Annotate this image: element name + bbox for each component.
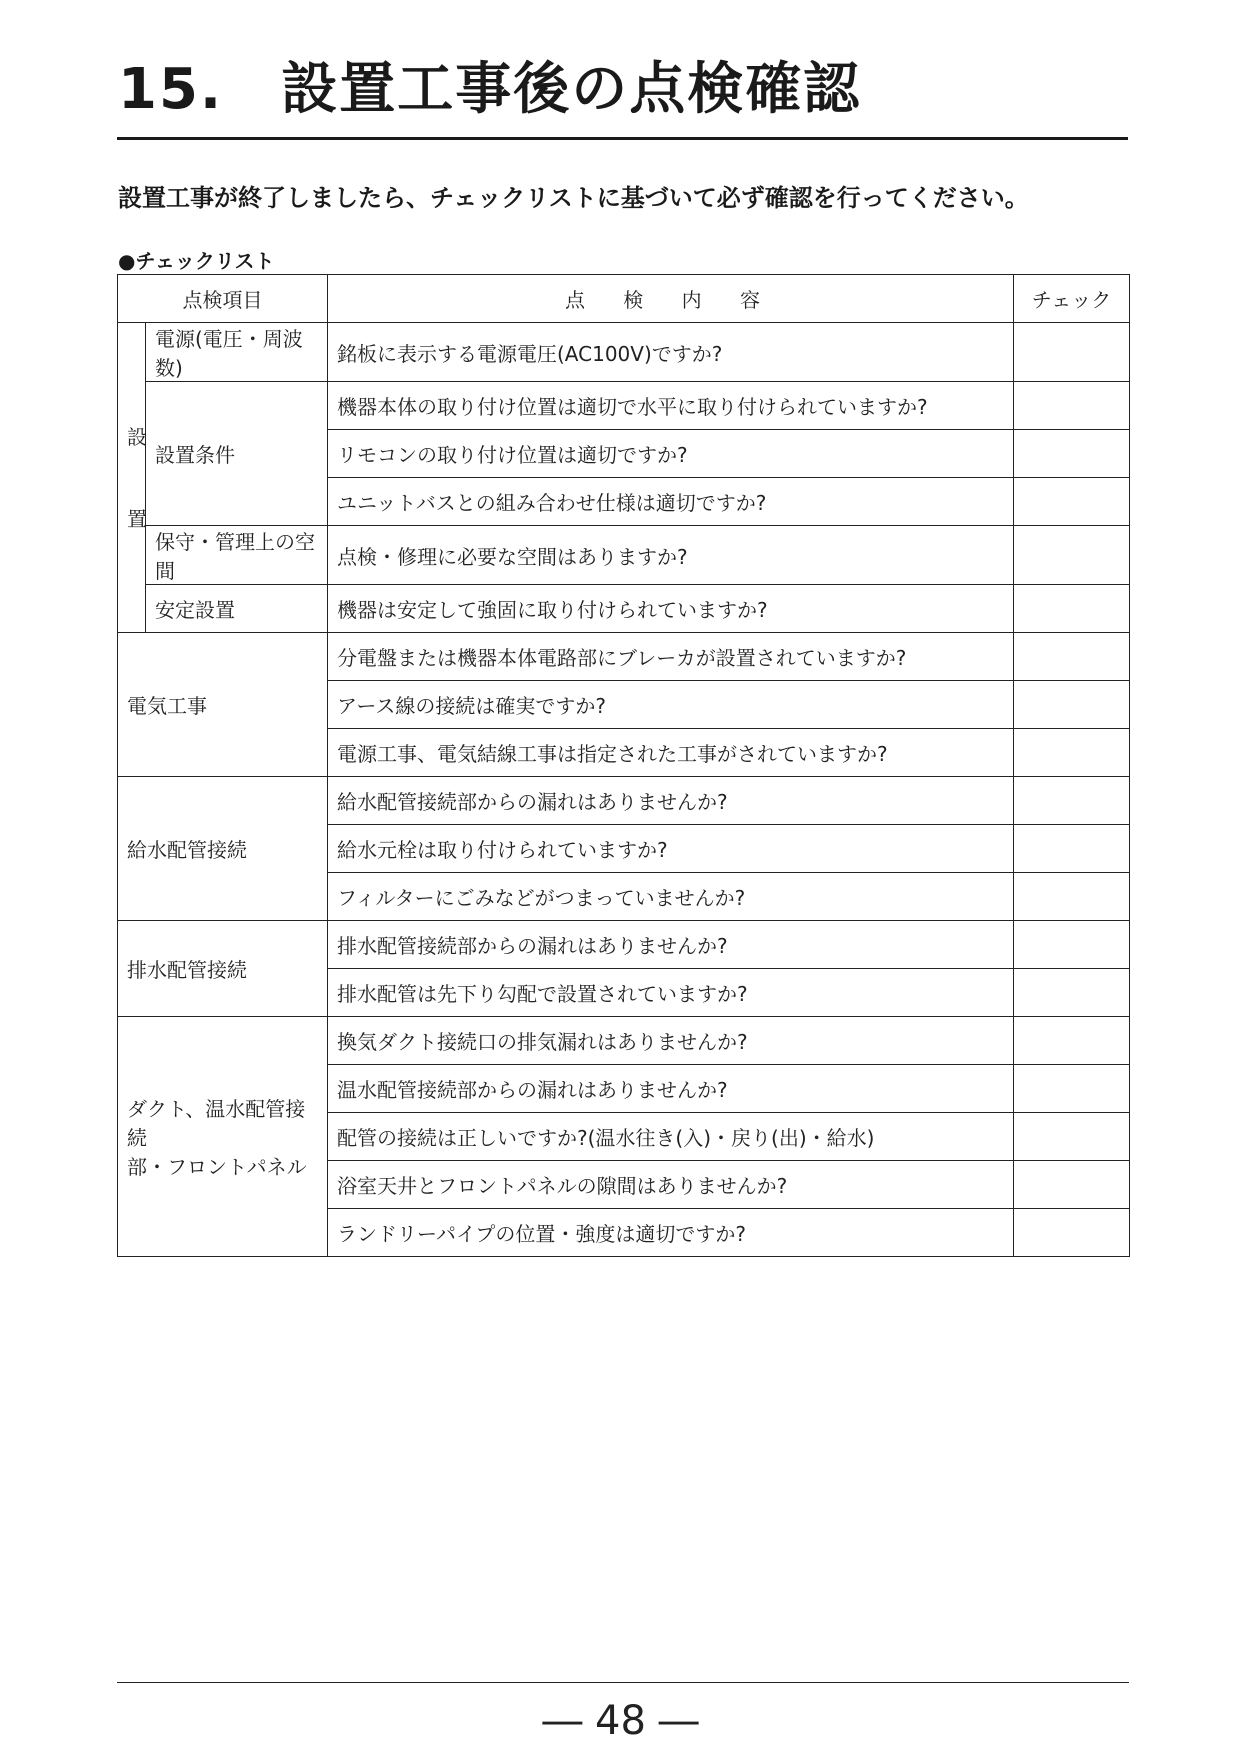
page-title: 15. 設置工事後の点検確認 xyxy=(118,57,862,122)
check-box[interactable] xyxy=(1014,633,1130,681)
check-box[interactable] xyxy=(1014,526,1130,585)
check-box[interactable] xyxy=(1014,1065,1130,1113)
header-item: 点検項目 xyxy=(118,275,328,323)
row-content: 機器は安定して強固に取り付けられていますか? xyxy=(328,585,1014,633)
table-row xyxy=(118,382,1130,430)
row-content: 分電盤または機器本体電路部にブレーカが設置されていますか? xyxy=(328,633,1014,681)
check-box[interactable] xyxy=(1014,729,1130,777)
row-content: 排水配管接続部からの漏れはありませんか? xyxy=(328,921,1014,969)
check-box[interactable] xyxy=(1014,478,1130,526)
row-content: ユニットバスとの組み合わせ仕様は適切ですか? xyxy=(328,478,1014,526)
row-content: ランドリーパイプの位置・強度は適切ですか? xyxy=(328,1209,1014,1257)
row-content: 点検・修理に必要な空間はありますか? xyxy=(328,526,1014,585)
group-setchi-char-1: 設 xyxy=(127,424,147,449)
header-content: 点 検 内 容 xyxy=(328,275,1014,323)
check-box[interactable] xyxy=(1014,585,1130,633)
row-content: 給水元栓は取り付けられていますか? xyxy=(328,825,1014,873)
check-box[interactable] xyxy=(1014,921,1130,969)
check-box[interactable] xyxy=(1014,1161,1130,1209)
check-box[interactable] xyxy=(1014,1017,1130,1065)
row-content: 機器本体の取り付け位置は適切で水平に取り付けられていますか? xyxy=(328,382,1014,430)
row-content: フィルターにごみなどがつまっていませんか? xyxy=(328,873,1014,921)
table-row xyxy=(118,585,1130,633)
item-duct-line-1: ダクト、温水配管接続 xyxy=(127,1097,306,1150)
page-number: ― 48 ― xyxy=(542,1698,699,1744)
row-content: 浴室天井とフロントパネルの隙間はありませんか? xyxy=(328,1161,1014,1209)
item-duct xyxy=(118,1017,328,1257)
table-row xyxy=(118,777,1130,825)
table-row xyxy=(118,526,1130,585)
intro-text: 設置工事が終了しましたら、チェックリストに基づいて必ず確認を行ってください。 xyxy=(118,184,1029,212)
row-content: 換気ダクト接続口の排気漏れはありませんか? xyxy=(328,1017,1014,1065)
checklist-heading: ●チェックリスト xyxy=(118,249,275,273)
item-drainage: 排水配管接続 xyxy=(118,921,328,1017)
check-box[interactable] xyxy=(1014,873,1130,921)
table-row xyxy=(118,921,1130,969)
check-box[interactable] xyxy=(1014,1113,1130,1161)
item-water-supply: 給水配管接続 xyxy=(118,777,328,921)
check-box[interactable] xyxy=(1014,777,1130,825)
check-box[interactable] xyxy=(1014,430,1130,478)
row-content: リモコンの取り付け位置は適切ですか? xyxy=(328,430,1014,478)
row-content: 銘板に表示する電源電圧(AC100V)ですか? xyxy=(328,323,1014,382)
item-space: 保守・管理上の空間 xyxy=(146,526,328,585)
row-content: 排水配管は先下り勾配で設置されていますか? xyxy=(328,969,1014,1017)
check-box[interactable] xyxy=(1014,825,1130,873)
row-content: 配管の接続は正しいですか?(温水往き(入)・戻り(出)・給水) xyxy=(328,1113,1014,1161)
table-row xyxy=(118,1017,1130,1065)
table-header-row xyxy=(118,275,1130,323)
row-content: 給水配管接続部からの漏れはありませんか? xyxy=(328,777,1014,825)
check-box[interactable] xyxy=(1014,969,1130,1017)
group-setchi-char-2: 置 xyxy=(127,506,147,531)
table-row xyxy=(118,633,1130,681)
table-row xyxy=(118,323,1130,382)
group-setchi xyxy=(118,323,146,633)
header-check: チェック xyxy=(1014,275,1130,323)
title-underline xyxy=(117,137,1128,140)
checklist-table xyxy=(117,274,1130,1257)
item-stability: 安定設置 xyxy=(146,585,328,633)
item-power: 電源(電圧・周波数) xyxy=(146,323,328,382)
item-duct-line-2: 部・フロントパネル xyxy=(127,1155,307,1179)
footer-rule xyxy=(117,1682,1129,1683)
row-content: 温水配管接続部からの漏れはありませんか? xyxy=(328,1065,1014,1113)
item-conditions: 設置条件 xyxy=(146,382,328,526)
row-content: アース線の接続は確実ですか? xyxy=(328,681,1014,729)
check-box[interactable] xyxy=(1014,323,1130,382)
item-electrical: 電気工事 xyxy=(118,633,328,777)
check-box[interactable] xyxy=(1014,681,1130,729)
check-box[interactable] xyxy=(1014,1209,1130,1257)
check-box[interactable] xyxy=(1014,382,1130,430)
row-content: 電源工事、電気結線工事は指定された工事がされていますか? xyxy=(328,729,1014,777)
